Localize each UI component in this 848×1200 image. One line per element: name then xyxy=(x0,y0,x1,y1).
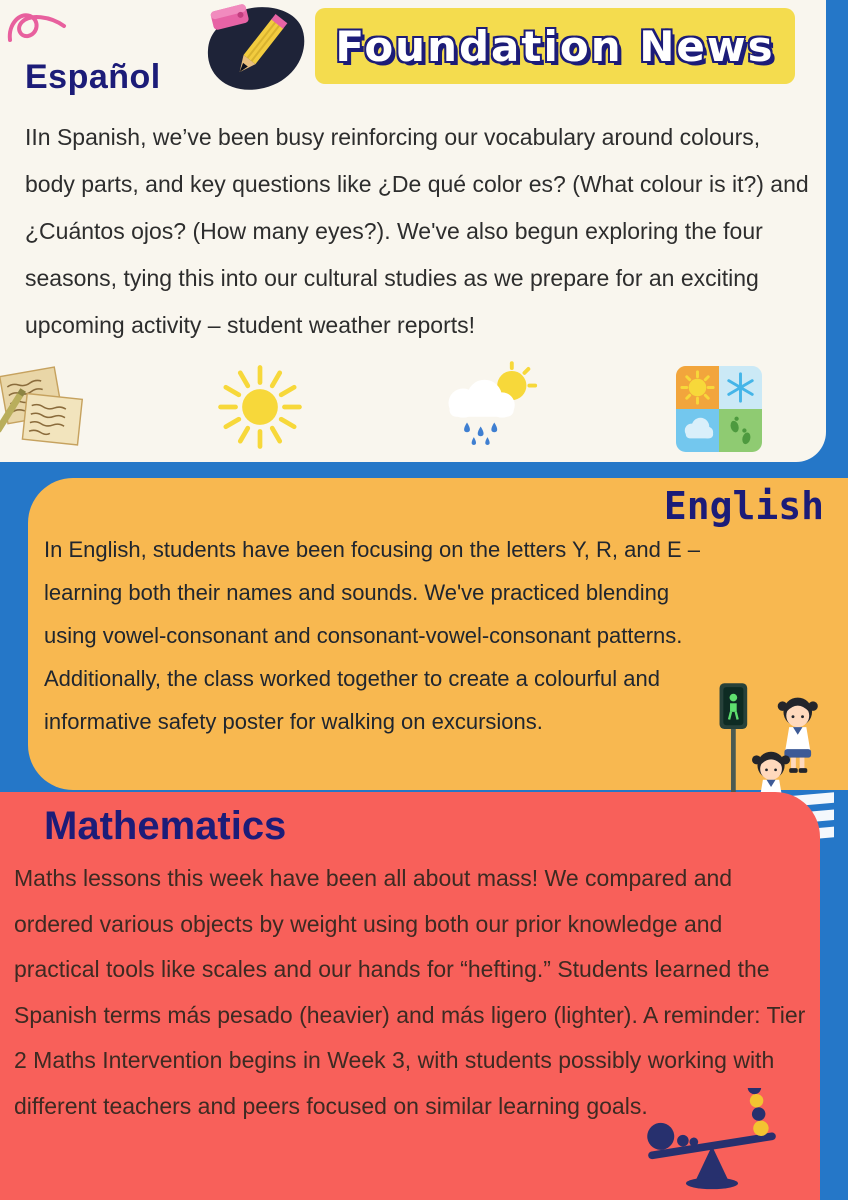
english-section xyxy=(28,478,848,790)
spanish-heading: Español xyxy=(25,58,161,96)
english-body: In English, students have been focusing on the letters Y, R, and E – learning both their names and sounds. We've practiced blending using vowel-consonant and consonant-vowel-consonant patterns. Additionally, the class worked together to create a colourful and informative safety poster for walking on excursions. xyxy=(44,537,700,734)
pink-squiggle-icon xyxy=(6,6,76,51)
mathematics-heading: Mathematics xyxy=(44,804,287,848)
four-seasons-icon xyxy=(676,366,762,452)
mathematics-section xyxy=(0,792,820,1200)
mathematics-body: Maths lessons this week have been all about mass! We compared and ordered various objects by weight using both our prior knowledge and practical tools like scales and our hands for “hefting.” Students learned the Spanish terms más pesado (heavier) and más ligero (lighter). A reminder: Tier 2 Maths Intervention begins in Week 3, with students possibly working with different teachers and peers focused on similar learning goals. xyxy=(14,865,806,1119)
spanish-section xyxy=(0,0,826,462)
newsletter-banner xyxy=(315,8,795,84)
balance-scale-icon xyxy=(638,1088,786,1194)
spanish-body: IIn Spanish, we’ve been busy reinforcing our vocabulary around colours, body parts, and key questions like ¿De qué color es? (What colour is it?) and ¿Cuántos ojos? (How many eyes?). We've also begun exploring the four seasons, tying this into our cultural studies as we prepare for an exciting upcoming activity – student weather reports! xyxy=(25,124,809,338)
sun-icon xyxy=(212,360,308,454)
english-heading: English xyxy=(663,484,824,528)
page-title: Foundation News xyxy=(335,21,775,71)
pencil-doodle-icon xyxy=(198,2,310,94)
handwritten-letters-icon xyxy=(0,360,97,455)
rain-cloud-icon xyxy=(430,360,542,452)
